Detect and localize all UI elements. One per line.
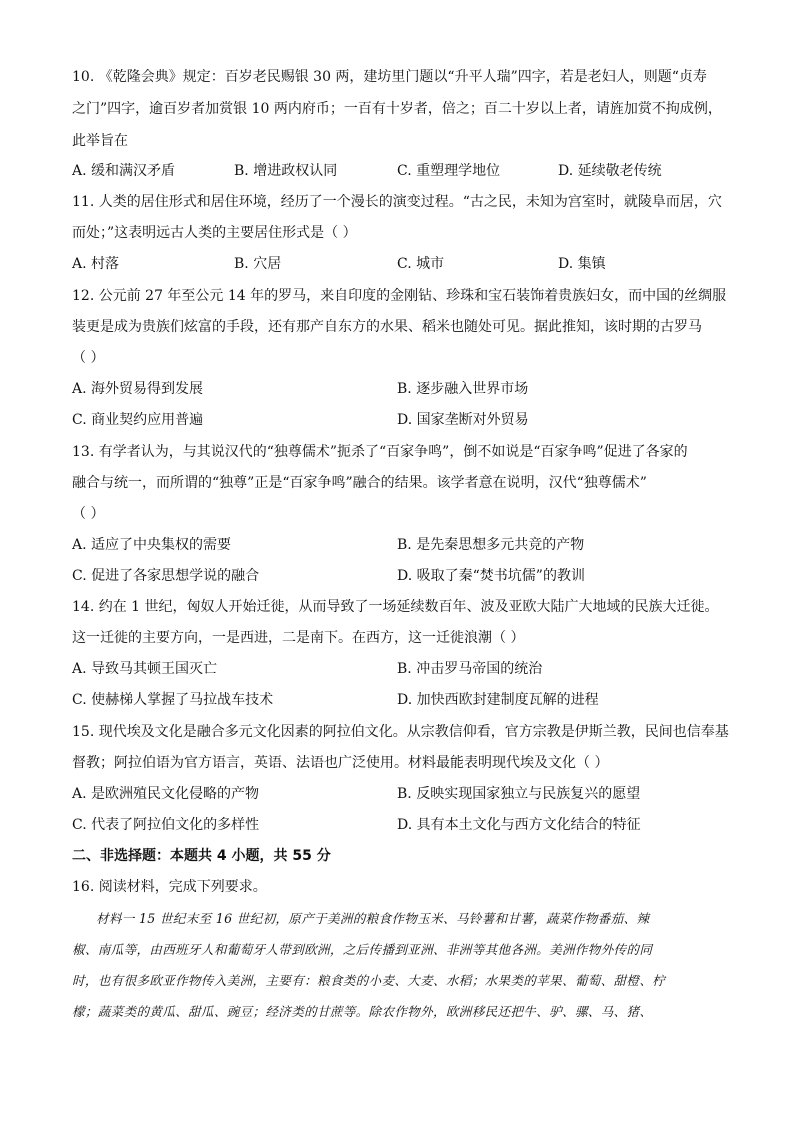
section-heading: 二、非选择题：本题共 4 小题，共 55 分 bbox=[72, 848, 331, 864]
q16-stem: 16. 阅读材料，完成下列要求。 bbox=[72, 879, 267, 895]
q10-stem-line-3: 此举旨在 bbox=[72, 133, 128, 149]
q11-option-b[interactable]: B. 穴居 bbox=[234, 256, 282, 272]
q14-option-a[interactable]: A. 导致马其顿王国灭亡 bbox=[72, 661, 218, 677]
q12-stem-line-1: 12. 公元前 27 年至公元 14 年的罗马，来自印度的金刚钻、珍珠和宝石装饰着贵族妇女，而中国的丝绸服 bbox=[72, 288, 727, 304]
q12-option-c[interactable]: C. 商业契约应用普遍 bbox=[72, 412, 204, 428]
q10-option-a[interactable]: A. 缓和满汉矛盾 bbox=[72, 163, 176, 179]
q14-stem-line-1: 14. 约在 1 世纪，匈奴人开始迁徙，从而导致了一场延续数百年、波及亚欧大陆广大地域的民族大迁徙。 bbox=[72, 599, 719, 615]
q14-option-c[interactable]: C. 使赫梯人掌握了马拉战车技术 bbox=[72, 692, 274, 708]
q12-option-d[interactable]: D. 国家垄断对外贸易 bbox=[397, 412, 529, 428]
q13-option-b[interactable]: B. 是先秦思想多元共竞的产物 bbox=[397, 537, 585, 553]
q12-option-a[interactable]: A. 海外贸易得到发展 bbox=[72, 381, 204, 397]
q12-stem-line-2: 装更是成为贵族们炫富的手段，还有那产自东方的水果、稻米也随处可见。据此推知，该时期的古罗马 bbox=[72, 319, 702, 335]
q10-stem-line-2: 之门”四字，逾百岁者加赏银 10 两内府币；一百有十岁者，倍之；百二十岁以上者，请旌加赏不拘成例， bbox=[72, 101, 722, 117]
q10-option-d[interactable]: D. 延续敬老传统 bbox=[558, 163, 662, 179]
q13-option-d[interactable]: D. 吸取了秦“焚书坑儒”的教训 bbox=[397, 568, 585, 584]
q11-option-c[interactable]: C. 城市 bbox=[397, 256, 445, 272]
q13-stem-line-2: 融合与统一，而所谓的“独尊”正是“百家争鸣”融合的结果。该学者意在说明，汉代“独尊儒术” bbox=[72, 475, 647, 491]
q10-stem-line-1: 10. 《乾隆会典》规定：百岁老民赐银 30 两，建坊里门题以“升平人瑞”四字，若是老妇人，则题“贞寿 bbox=[72, 69, 707, 85]
q16-material-line-1: 材料一 15 世纪末至 16 世纪初，原产于美洲的粮食作物玉米、马铃薯和甘薯，蔬菜作物番茄、辣 bbox=[96, 911, 650, 926]
q11-option-a[interactable]: A. 村落 bbox=[72, 256, 120, 272]
q13-stem-line-3: （ ） bbox=[72, 506, 105, 522]
q10-option-c[interactable]: C. 重塑理学地位 bbox=[397, 163, 501, 179]
q14-option-d[interactable]: D. 加快西欧封建制度瓦解的进程 bbox=[397, 692, 599, 708]
q14-stem-line-2: 这一迁徙的主要方向，一是西进，二是南下。在西方，这一迁徙浪潮（ ） bbox=[72, 630, 525, 646]
q13-option-c[interactable]: C. 促进了各家思想学说的融合 bbox=[72, 568, 260, 584]
q15-option-a[interactable]: A. 是欧洲殖民文化侵略的产物 bbox=[72, 786, 260, 802]
q16-material-line-3: 时，也有很多欧亚作物传入美洲，主要有：粮食类的小麦、大麦、水稻；水果类的苹果、葡萄、甜橙、柠 bbox=[72, 973, 666, 988]
q13-stem-line-1: 13. 有学者认为，与其说汉代的“独尊儒术”扼杀了“百家争鸣”，倒不如说是“百家争鸣”促进了各家的 bbox=[72, 444, 688, 460]
q12-option-b[interactable]: B. 逐步融入世界市场 bbox=[397, 381, 529, 397]
q16-material-line-2: 椒、南瓜等，由西班牙人和葡萄牙人带到欧洲，之后传播到亚洲、非洲等其他各洲。美洲作物外传的同 bbox=[72, 942, 653, 957]
q15-stem-line-2: 督教；阿拉伯语为官方语言，英语、法语也广泛使用。材料最能表明现代埃及文化（ ） bbox=[72, 755, 609, 771]
q11-stem-line-1: 11. 人类的居住形式和居住环境，经历了一个漫长的演变过程。“古之民，未知为宫室时，就陵阜而居，穴 bbox=[72, 194, 722, 210]
q15-stem-line-1: 15. 现代埃及文化是融合多元文化因素的阿拉伯文化。从宗教信仰看，官方宗教是伊斯兰教，民间也信奉基 bbox=[72, 724, 729, 740]
q11-stem-line-2: 而处；”这表明远古人类的主要居住形式是（ ） bbox=[72, 225, 357, 241]
q10-option-b[interactable]: B. 增进政权认同 bbox=[234, 163, 338, 179]
q15-option-d[interactable]: D. 具有本土文化与西方文化结合的特征 bbox=[397, 817, 641, 833]
q15-option-c[interactable]: C. 代表了阿拉伯文化的多样性 bbox=[72, 817, 260, 833]
q12-stem-line-3: （ ） bbox=[72, 350, 105, 366]
q11-option-d[interactable]: D. 集镇 bbox=[558, 256, 606, 272]
q13-option-a[interactable]: A. 适应了中央集权的需要 bbox=[72, 537, 232, 553]
q14-option-b[interactable]: B. 冲击罗马帝国的统治 bbox=[397, 661, 543, 677]
q15-option-b[interactable]: B. 反映实现国家独立与民族复兴的愿望 bbox=[397, 786, 641, 802]
q16-material-line-4: 檬；蔬菜类的黄瓜、甜瓜、豌豆；经济类的甘蔗等。除农作物外，欧洲移民还把牛、驴、骡、马、猪、 bbox=[72, 1004, 653, 1019]
